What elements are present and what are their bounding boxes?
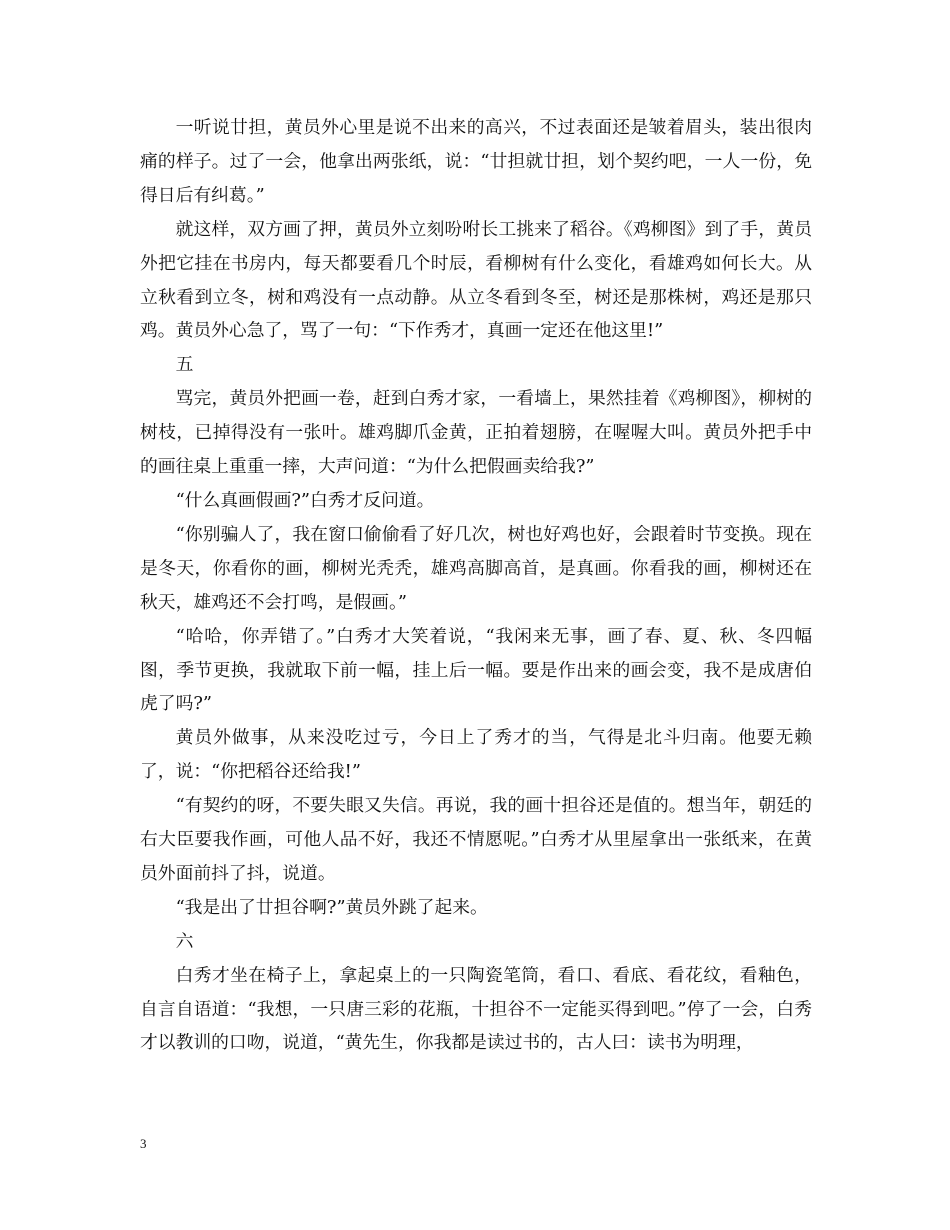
paragraph: “你别骗人了，我在窗口偷偷看了好几次，树也好鸡也好，会跟着时节变换。现在是冬天，你看你的画，柳树光秃秃，雄鸡高脚高首，是真画。你看我的画，柳树还在秋天，雄鸡还不会打鸣，是假画。” xyxy=(140,523,812,613)
paragraph: “有契约的呀，不要失眼又失信。再说，我的画十担谷还是值的。想当年，朝廷的右大臣要我作画，可他人品不好，我还不情愿呢。”白秀才从里屋拿出一张纸来，在黄员外面前抖了抖，说道。 xyxy=(140,795,812,884)
page-body xyxy=(140,111,812,1060)
paragraph: 骂完，黄员外把画一卷，赶到白秀才家，一看墙上，果然挂着《鸡柳图》，柳树的树枝，已掉得没有一张叶。雄鸡脚爪金黄，正拍着翅膀，在喔喔大叫。黄员外把手中的画往桌上重重一摔，大声问道：“为什么把假画卖给我?” xyxy=(140,388,812,478)
paragraph: 黄员外做事，从来没吃过亏，今日上了秀才的当，气得是北斗归南。他要无赖了，说：“你把稻谷还给我!” xyxy=(140,727,812,783)
section-heading: 五 xyxy=(175,354,194,376)
paragraph: “什么真画假画?”白秀才反问道。 xyxy=(175,489,435,511)
section-heading: 六 xyxy=(175,930,194,952)
page-number: 3 xyxy=(140,1136,147,1151)
paragraph: 一听说廿担，黄员外心里是说不出来的高兴，不过表面还是皱着眉头，装出很肉痛的样子。过了一会，他拿出两张纸，说：“廿担就廿担，划个契约吧，一人一份，免得日后有纠葛。” xyxy=(140,117,812,206)
paragraph: “哈哈，你弄错了。”白秀才大笑着说，“我闲来无事，画了春、夏、秋、冬四幅图，季节更换，我就取下前一幅，挂上后一幅。要是作出来的画会变，我不是成唐伯虎了吗?” xyxy=(140,625,812,715)
paragraph: “我是出了廿担谷啊?”黄员外跳了起来。 xyxy=(175,896,488,918)
paragraph: 就这样，双方画了押，黄员外立刻吩咐长工挑来了稻谷。《鸡柳图》到了手，黄员外把它挂在书房内，每天都要看几个时辰，看柳树有什么变化，看雄鸡如何长大。从立秋看到立冬，树和鸡没有一点动静。从立冬看到冬至，树还是那株树，鸡还是那只鸡。黄员外心急了，骂了一句：“下作秀才，真画一定还在他这里!” xyxy=(140,218,812,342)
paragraph: 白秀才坐在椅子上，拿起桌上的一只陶瓷笔筒，看口、看底、看花纹，看釉色，自言自语道：“我想，一只唐三彩的花瓶，十担谷不一定能买得到吧。”停了一会，白秀才以教训的口吻，说道，“黄先生，你我都是读过书的，古人曰：读书为明理， xyxy=(140,964,812,1054)
